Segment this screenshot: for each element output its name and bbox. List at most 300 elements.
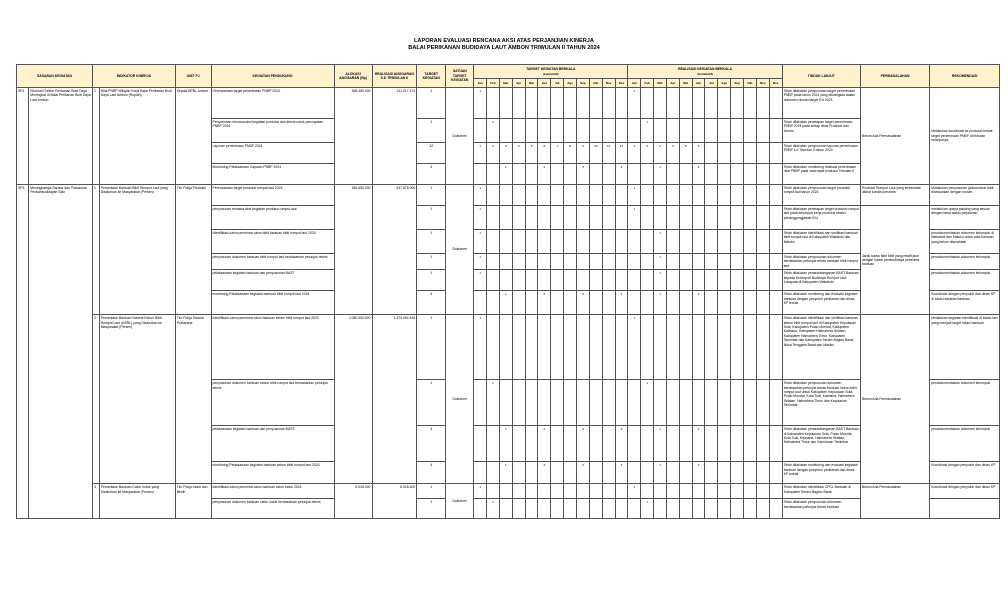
target-month-cell — [474, 164, 487, 185]
target-kegiatan: 1 — [417, 484, 446, 499]
target-month-cell — [589, 499, 602, 519]
target-month-cell — [602, 119, 615, 143]
realisasi-month-cell — [679, 270, 692, 291]
target-month-cell — [487, 291, 500, 315]
target-month-cell — [538, 88, 551, 119]
tindak-lanjut: Telah dilakukan monitoring dan evaluasi kegiatan bantuan dengan penyuluh perikanan dan dinas KP terkait — [782, 291, 860, 315]
header-alokasi: ALOKASI ANGGARAN (Rp) — [334, 65, 372, 88]
header-indikator: INDIKATOR KINERJA — [93, 65, 176, 88]
realisasi-month-cell — [705, 164, 718, 185]
target-month-cell: 1 — [499, 291, 512, 315]
realisasi-month-cell — [705, 206, 718, 230]
target-month-cell: 1 — [474, 254, 487, 270]
target-month-cell — [576, 185, 589, 206]
target-month-cell — [589, 88, 602, 119]
realisasi-month-header: Mar — [654, 79, 667, 88]
realisasi-month-cell — [654, 88, 667, 119]
target-month-cell — [512, 462, 525, 484]
target-month-cell — [564, 230, 577, 254]
realisasi-month-cell — [705, 462, 718, 484]
realisasi-month-header: Apr — [666, 79, 679, 88]
target-month-cell: 2 — [487, 143, 500, 164]
header-target: TARGET KEGIATAN — [417, 65, 446, 88]
target-month-cell: 1 — [499, 164, 512, 185]
realisasi-month-cell: 1 — [628, 315, 641, 380]
target-month-cell — [525, 270, 538, 291]
realisasi-month-cell — [628, 499, 641, 519]
realisasi-month-cell — [692, 206, 705, 230]
target-month-cell — [564, 206, 577, 230]
realisasi-month-cell — [756, 164, 769, 185]
realisasi-month-cell — [666, 254, 679, 270]
target-month-cell — [525, 380, 538, 426]
target-month-cell: 7 — [551, 143, 564, 164]
realisasi-month-cell — [718, 119, 731, 143]
realisasi-month-cell: 1 — [641, 499, 654, 519]
realisasi-month-cell — [731, 484, 744, 499]
realisasi-month-cell — [666, 88, 679, 119]
kegiatan-pendukung: penyusunan dokumen bantuan bibit rumput laut berdasarkan petunjuk teknis — [211, 254, 334, 270]
target-month-cell — [615, 270, 628, 291]
target-kegiatan: 1 — [417, 88, 446, 119]
target-month-cell — [564, 426, 577, 462]
target-month-cell — [602, 270, 615, 291]
target-month-cell: 2 — [538, 291, 551, 315]
target-month-cell — [538, 230, 551, 254]
target-month-cell — [499, 484, 512, 499]
rekomendasi: melakukan upaya packing yang sesuai dengan lama waktu perjalanan — [930, 206, 1000, 230]
realisasi-month-cell — [718, 254, 731, 270]
target-month-cell — [525, 426, 538, 462]
target-month-cell — [589, 254, 602, 270]
target-month-cell — [576, 270, 589, 291]
realisasi-month-cell — [641, 484, 654, 499]
target-month-header: Okt — [589, 79, 602, 88]
kegiatan-pendukung: Perencanaan target produksi rumput laut 2024 — [211, 185, 334, 206]
realisasi-month-cell — [666, 119, 679, 143]
rekomendasi: Koordinasi dengan penyuluh dan dinas KP di lokasi sasaran bantuan — [930, 291, 1000, 315]
realisasi-month-header: Ags — [718, 79, 731, 88]
target-month-cell — [615, 380, 628, 426]
target-month-cell — [602, 230, 615, 254]
target-month-cell: 3 — [576, 291, 589, 315]
target-month-cell — [487, 254, 500, 270]
realisasi-month-cell — [628, 380, 641, 426]
target-month-cell — [564, 315, 577, 380]
realisasi-month-cell — [679, 462, 692, 484]
unit-pj: Tim Pokja Induk dan Benih — [175, 484, 211, 519]
target-month-cell — [564, 499, 577, 519]
realisasi-month-cell: 1 — [628, 185, 641, 206]
tindak-lanjut: Telah dilakukan penyusunan dokumen berdasarkan petunjuk teknis bantuan — [782, 499, 860, 519]
realisasi-month-cell: 3 — [654, 143, 667, 164]
realisasi-month-cell — [679, 426, 692, 462]
realisasi-month-cell — [679, 119, 692, 143]
indikator-number: 3 — [93, 484, 100, 519]
tindak-lanjut: Telah dilakukan penandatanganan BAST Bantuan di Kabupaten Kepulauan Sula, Pulau Morotai, Kota Tual, Kaimana, Halmahera Selatan, Halmahera Timur dan Kepulauan Tanimbar — [782, 426, 860, 462]
target-month-cell — [564, 254, 577, 270]
target-month-cell — [615, 499, 628, 519]
kegiatan-pendukung: Penyusunan rencana aksi kegiatan produksi dan teknis untuk pencapaian PNBP 2024 — [211, 119, 334, 143]
realisasi-month-cell — [731, 164, 744, 185]
target-month-cell: 1 — [474, 270, 487, 291]
target-month-cell — [474, 426, 487, 462]
realisasi-month-cell — [731, 380, 744, 426]
realisasi-month-cell — [705, 143, 718, 164]
realisasi-month-cell — [769, 270, 782, 291]
indikator-number: 2 — [93, 315, 100, 484]
indikator-text: Persentase Bantuan Sarana Kebun Bibit Rumput Laut (KBRL) yang Disalurkan ke Masyarakat (Persen) — [99, 315, 175, 484]
realisasi-month-cell — [705, 426, 718, 462]
realisasi-month-cell — [641, 426, 654, 462]
target-month-cell: 1 — [487, 499, 500, 519]
target-month-header: Sep — [576, 79, 589, 88]
realisasi-anggaran: 6.018.400 — [372, 484, 417, 519]
tindak-lanjut: Telah dilakukan penyusunan dokumen berdasarkan petunjuk teknis bantuan bibit rumput laut — [782, 254, 860, 270]
kegiatan-pendukung: pelaksanaan kegiatan bantuan dan penyusunan BAST — [211, 426, 334, 462]
realisasi-month-cell — [666, 206, 679, 230]
target-month-cell: 1 — [499, 462, 512, 484]
target-month-cell: 1 — [474, 230, 487, 254]
realisasi-month-cell — [666, 484, 679, 499]
realisasi-month-cell — [705, 230, 718, 254]
realisasi-month-cell — [705, 484, 718, 499]
tindak-lanjut: Telah dilakukan identifikasi dan verifikasi bantuan bibit rumput laut di Kabupaten Wakatobi dan Maluku — [782, 230, 860, 254]
target-month-cell — [525, 185, 538, 206]
realisasi-month-cell — [756, 484, 769, 499]
realisasi-month-cell: 1 — [654, 270, 667, 291]
target-month-cell — [512, 270, 525, 291]
realisasi-month-cell — [756, 88, 769, 119]
target-month-header: Nov — [602, 79, 615, 88]
realisasi-month-cell — [756, 119, 769, 143]
target-month-cell — [564, 291, 577, 315]
kegiatan-pendukung: pelaksanaan kegiatan bantuan dan penyusunan BAST — [211, 270, 334, 291]
kegiatan-pendukung: Perencanaan target penerimaan PNBP 2024 — [211, 88, 334, 119]
target-month-cell — [615, 315, 628, 380]
realisasi-month-cell — [628, 462, 641, 484]
realisasi-month-cell — [756, 254, 769, 270]
realisasi-month-cell — [756, 185, 769, 206]
target-month-cell: 1 — [474, 185, 487, 206]
target-month-cell — [499, 206, 512, 230]
target-month-cell — [525, 254, 538, 270]
realisasi-month-cell: 1 — [654, 426, 667, 462]
realisasi-month-cell — [731, 230, 744, 254]
satuan-target: Dokumen — [446, 484, 474, 519]
table-row — [17, 185, 1000, 206]
target-month-cell: 1 — [474, 88, 487, 119]
target-month-cell — [564, 119, 577, 143]
target-month-cell — [589, 426, 602, 462]
target-month-cell: 3 — [576, 164, 589, 185]
kegiatan-pendukung: penyusunan dokumen bantuan kebun bibit rumput laut berdasarkan petunjuk teknis — [211, 380, 334, 426]
report-title: LAPORAN EVALUASI RENCANA AKSI ATAS PERJANJIAN KINERJA — [414, 38, 594, 44]
header-rekomendasi: REKOMENDASI — [930, 65, 1000, 88]
target-kegiatan: 1 — [417, 185, 446, 206]
kegiatan-pendukung: Monitoring Pelaksanaan Capaian PNBP 2024 — [211, 164, 334, 185]
target-month-cell — [538, 484, 551, 499]
target-month-cell — [525, 291, 538, 315]
target-month-cell: 8 — [564, 143, 577, 164]
realisasi-month-cell — [666, 185, 679, 206]
target-month-cell — [551, 270, 564, 291]
realisasi-month-cell — [744, 254, 757, 270]
realisasi-month-cell — [641, 164, 654, 185]
realisasi-month-cell — [718, 206, 731, 230]
realisasi-month-cell — [769, 164, 782, 185]
tindak-lanjut: Telah dilakukan penetapan target produksi rumput laut pada kelompok kerja produksi selaku penanggungjawab IKU — [782, 206, 860, 230]
tindak-lanjut: Telah dilakukan monitoring realisasi penerimaan nilai PNBP pada saat rapat evaluasi Triwulan II — [782, 164, 860, 185]
target-month-cell: 1 — [474, 315, 487, 380]
realisasi-month-cell — [756, 462, 769, 484]
realisasi-month-cell — [705, 254, 718, 270]
realisasi-month-cell — [679, 484, 692, 499]
realisasi-month-header: Des — [769, 79, 782, 88]
target-month-cell — [512, 88, 525, 119]
realisasi-month-cell — [744, 119, 757, 143]
target-month-cell — [576, 484, 589, 499]
target-kegiatan: 1 — [417, 270, 446, 291]
realisasi-month-cell — [666, 270, 679, 291]
rekomendasi: pendokumentasian dokumen kelompok — [930, 270, 1000, 291]
target-month-cell — [525, 88, 538, 119]
target-month-cell — [512, 499, 525, 519]
target-month-cell — [589, 119, 602, 143]
target-month-cell — [589, 462, 602, 484]
realisasi-month-cell — [718, 499, 731, 519]
target-month-header: Apr — [512, 79, 525, 88]
realisasi-month-cell — [705, 380, 718, 426]
realisasi-month-cell — [769, 315, 782, 380]
header-realisasi: REALISASI ANGGARAN S.D TRIWULAN II — [372, 65, 417, 88]
target-month-header: Mar — [499, 79, 512, 88]
realisasi-month-cell — [666, 164, 679, 185]
realisasi-month-header: Mei — [679, 79, 692, 88]
realisasi-month-cell — [744, 426, 757, 462]
realisasi-month-cell — [744, 315, 757, 380]
target-month-cell — [589, 164, 602, 185]
target-month-cell — [538, 185, 551, 206]
realisasi-month-cell — [692, 315, 705, 380]
tindak-lanjut: Telah dilakukan penyusunan laporan penerimaan PNBP s.d Triwulan II tahun 2024 — [782, 143, 860, 164]
target-month-cell — [589, 206, 602, 230]
target-month-cell — [499, 315, 512, 380]
realisasi-month-header: Jul — [705, 79, 718, 88]
target-month-cell — [576, 119, 589, 143]
realisasi-month-cell — [769, 380, 782, 426]
realisasi-month-header: Jun — [692, 79, 705, 88]
realisasi-month-cell — [769, 143, 782, 164]
target-month-cell — [538, 119, 551, 143]
target-month-cell — [615, 119, 628, 143]
target-kegiatan: 1 — [417, 499, 446, 519]
realisasi-month-cell — [654, 185, 667, 206]
realisasi-month-cell — [705, 185, 718, 206]
target-month-cell — [564, 380, 577, 426]
realisasi-month-cell — [654, 380, 667, 426]
target-month-header: Jan — [474, 79, 487, 88]
target-month-cell — [551, 164, 564, 185]
target-month-header: Feb — [487, 79, 500, 88]
target-month-cell — [499, 88, 512, 119]
target-month-header: Ags — [564, 79, 577, 88]
realisasi-month-cell — [641, 270, 654, 291]
target-month-cell — [589, 484, 602, 499]
target-month-cell — [602, 254, 615, 270]
realisasi-month-cell — [769, 499, 782, 519]
target-month-cell — [487, 164, 500, 185]
realisasi-month-cell — [769, 254, 782, 270]
tindak-lanjut: Telah dilakukan penyusunan dokumen berdasarkan petunjuk teknis bantuan kebun bibit rumput laut untuk Kabupaten Kepulauan Sula, Pulau Morotai, Kota Tual, Kaimana, Halmahera Selatan, Halmahera Timur dan Kepulauan Tanimbar — [782, 380, 860, 426]
realisasi-month-cell — [705, 88, 718, 119]
target-month-header: Jun — [538, 79, 551, 88]
realisasi-month-cell — [731, 315, 744, 380]
realisasi-month-cell — [769, 291, 782, 315]
tindak-lanjut: Telah dilakukan identifikasi CPCL Bantuan di Kabupaten Seram Bagian Barat — [782, 484, 860, 499]
target-month-cell — [602, 499, 615, 519]
realisasi-month-cell — [679, 206, 692, 230]
target-month-cell — [512, 119, 525, 143]
indikator-text: Nilai PNBP Wilayah Kerja Balai Perikanan Budi Daya Laut Ambon (Rupiah) — [99, 88, 175, 185]
realisasi-month-cell — [744, 484, 757, 499]
realisasi-month-cell — [769, 484, 782, 499]
realisasi-month-cell — [666, 291, 679, 315]
realisasi-month-cell — [705, 315, 718, 380]
realisasi-month-cell: 1 — [641, 119, 654, 143]
realisasi-month-cell — [718, 315, 731, 380]
realisasi-month-cell — [731, 291, 744, 315]
header-kegiatan: KEGIATAN PENDUKUNG — [211, 65, 334, 88]
realisasi-month-cell — [628, 254, 641, 270]
realisasi-month-cell — [641, 88, 654, 119]
realisasi-month-cell — [718, 380, 731, 426]
target-month-cell: 5 — [525, 143, 538, 164]
target-month-cell — [551, 254, 564, 270]
target-month-cell: 3 — [576, 426, 589, 462]
target-month-cell — [487, 426, 500, 462]
target-month-cell — [512, 185, 525, 206]
evaluation-table — [16, 64, 1000, 519]
kegiatan-pendukung: Laporan penerimaan PNBP 2024 — [211, 143, 334, 164]
target-month-cell: 2 — [538, 426, 551, 462]
realisasi-month-cell — [628, 119, 641, 143]
target-month-cell — [615, 230, 628, 254]
realisasi-month-cell — [641, 462, 654, 484]
alokasi-anggaran: 6.026.000 — [334, 484, 372, 519]
target-month-cell — [538, 380, 551, 426]
realisasi-month-cell — [744, 230, 757, 254]
realisasi-month-cell — [679, 164, 692, 185]
target-month-cell: 1 — [487, 380, 500, 426]
realisasi-month-cell — [769, 426, 782, 462]
realisasi-month-cell — [731, 88, 744, 119]
target-month-cell — [487, 185, 500, 206]
realisasi-month-cell — [756, 499, 769, 519]
realisasi-month-cell — [744, 499, 757, 519]
realisasi-month-cell — [679, 254, 692, 270]
target-month-cell — [564, 164, 577, 185]
target-month-cell — [589, 230, 602, 254]
target-month-cell — [551, 185, 564, 206]
target-month-cell — [576, 230, 589, 254]
tindak-lanjut: Telah dilakukan identifikasi dan verifikasi bantuan kebun bibit rumput laut di Kabupaten Kepulauan Sula, Kabupaten Pulau Morotai, Kabupaten Kaimana, Kabupaten Halmahera Selatan, Kabupaten Halmahera Timur, Kabupaten Tanimbar dan Kabupaten Seram Bagian Barat, Nusa Tenggara Barat dan Maluku — [782, 315, 860, 380]
target-month-cell — [525, 230, 538, 254]
realisasi-month-cell — [679, 185, 692, 206]
realisasi-month-cell — [641, 185, 654, 206]
target-month-cell: 10 — [589, 143, 602, 164]
indikator-text: Persentase Bantuan Bibit Rumput Laut yang Disalurkan ke Masyarakat (Persen) — [99, 185, 175, 315]
realisasi-month-cell — [731, 426, 744, 462]
target-month-cell — [551, 291, 564, 315]
realisasi-month-cell — [769, 185, 782, 206]
target-month-cell: 1 — [499, 426, 512, 462]
realisasi-month-cell: 1 — [628, 206, 641, 230]
table-row — [17, 315, 1000, 380]
target-kegiatan: 12 — [417, 143, 446, 164]
target-month-cell — [564, 185, 577, 206]
target-month-cell — [551, 315, 564, 380]
target-month-header: Jul — [551, 79, 564, 88]
realisasi-month-cell — [666, 462, 679, 484]
tindak-lanjut: Telah dilakukan penandatanganan BAST Bantuan kepada Kelompok Budidaya Rumput Laut Lokapata di Kabupaten Wakatobi — [782, 270, 860, 291]
target-month-cell — [564, 462, 577, 484]
sasaran-number: SP1 — [17, 88, 29, 185]
realisasi-month-cell — [654, 119, 667, 143]
realisasi-month-cell: 1 — [654, 462, 667, 484]
target-month-cell — [512, 254, 525, 270]
target-month-cell — [602, 426, 615, 462]
target-month-cell — [499, 380, 512, 426]
target-month-cell: 1 — [487, 119, 500, 143]
realisasi-anggaran: 211.217.474 — [372, 88, 417, 185]
realisasi-month-cell — [718, 462, 731, 484]
realisasi-month-cell — [666, 380, 679, 426]
sasaran-text: Ekonomi Sektor Perikanan Budi Daya Meningkat di Balai Perikanan Budi Daya Laut Ambon — [29, 88, 93, 185]
rekomendasi: pendokumentasian dokumen kelompok — [930, 426, 1000, 462]
rekomendasi: Melakukan koordinasi ke produksi terkait target penerimaan PNBP di triwulan selanjutnya — [930, 88, 1000, 185]
realisasi-month-header: Feb — [641, 79, 654, 88]
realisasi-month-cell — [744, 88, 757, 119]
satuan-target: Dokumen — [446, 315, 474, 484]
kegiatan-pendukung: monitoring Pelaksanaan kegiatan bantuan kebun bibit rumput laut 2024 — [211, 462, 334, 484]
target-month-cell: 4 — [512, 143, 525, 164]
realisasi-month-cell — [756, 143, 769, 164]
target-month-cell — [615, 484, 628, 499]
target-month-cell — [474, 291, 487, 315]
alokasi-anggaran: 368.450.000 — [334, 88, 372, 185]
target-month-cell — [589, 315, 602, 380]
target-kegiatan: 1 — [417, 380, 446, 426]
realisasi-month-cell — [744, 462, 757, 484]
realisasi-month-cell — [744, 291, 757, 315]
realisasi-month-cell — [705, 119, 718, 143]
target-month-cell: 9 — [576, 143, 589, 164]
realisasi-month-cell — [628, 230, 641, 254]
realisasi-month-cell — [692, 380, 705, 426]
target-month-cell — [564, 484, 577, 499]
target-month-cell — [615, 88, 628, 119]
realisasi-month-cell — [679, 88, 692, 119]
realisasi-month-cell — [679, 291, 692, 315]
target-month-cell — [589, 270, 602, 291]
target-month-cell — [538, 206, 551, 230]
realisasi-month-cell: 1 — [654, 164, 667, 185]
target-month-cell — [487, 88, 500, 119]
target-month-cell — [487, 462, 500, 484]
rekomendasi: Koordinasi dengan penyuluh dan dinas KP — [930, 462, 1000, 484]
realisasi-month-cell — [731, 143, 744, 164]
